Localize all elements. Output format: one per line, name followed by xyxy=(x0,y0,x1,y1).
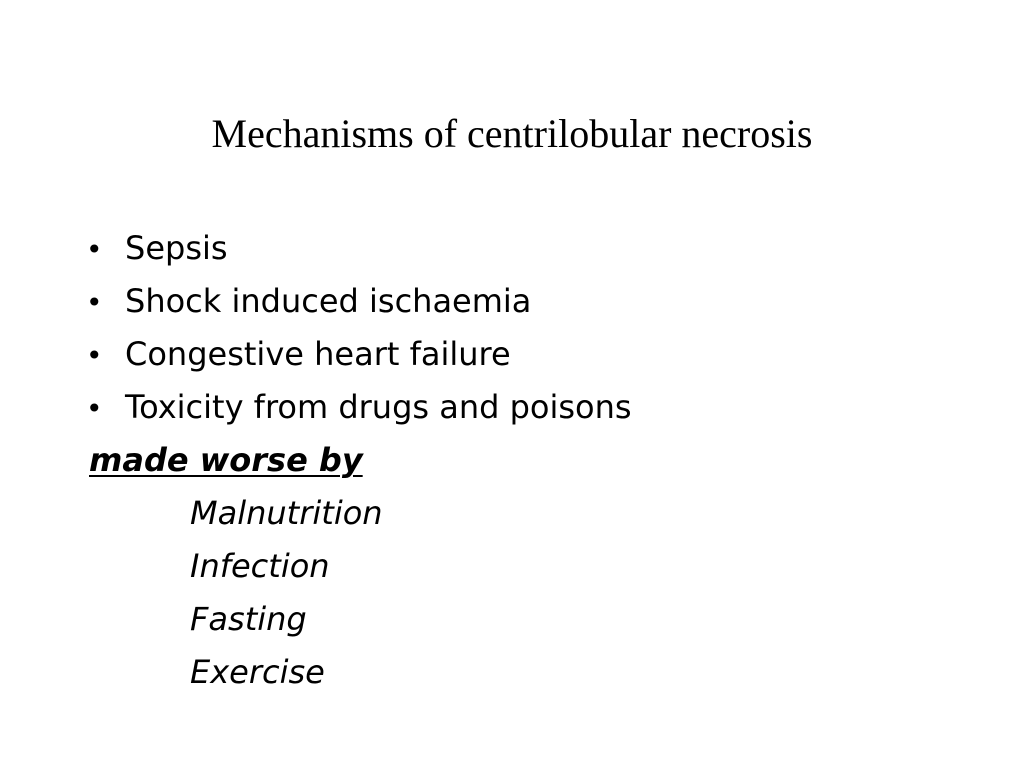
factor-infection: Infection xyxy=(190,547,330,585)
bullet-icon: • xyxy=(86,392,103,425)
bullet-text-sepsis: Sepsis xyxy=(125,229,228,267)
factor-fasting: Fasting xyxy=(190,600,307,638)
list-item xyxy=(86,381,632,434)
bullet-icon: • xyxy=(86,339,103,372)
factor-exercise: Exercise xyxy=(190,653,325,691)
factor-malnutrition: Malnutrition xyxy=(190,494,383,532)
bullet-list xyxy=(86,222,632,434)
list-item xyxy=(86,275,632,328)
made-worse-heading: made worse by xyxy=(89,441,363,479)
bullet-icon: • xyxy=(86,233,103,266)
list-item xyxy=(86,222,632,275)
slide-title: Mechanisms of centrilobular necrosis xyxy=(211,111,813,156)
bullet-text-toxicity: Toxicity from drugs and poisons xyxy=(125,388,632,426)
list-item xyxy=(86,328,632,381)
factor-list xyxy=(190,487,383,699)
bullet-icon: • xyxy=(86,286,103,319)
bullet-text-shock: Shock induced ischaemia xyxy=(125,282,532,320)
bullet-text-heart-failure: Congestive heart failure xyxy=(125,335,511,373)
